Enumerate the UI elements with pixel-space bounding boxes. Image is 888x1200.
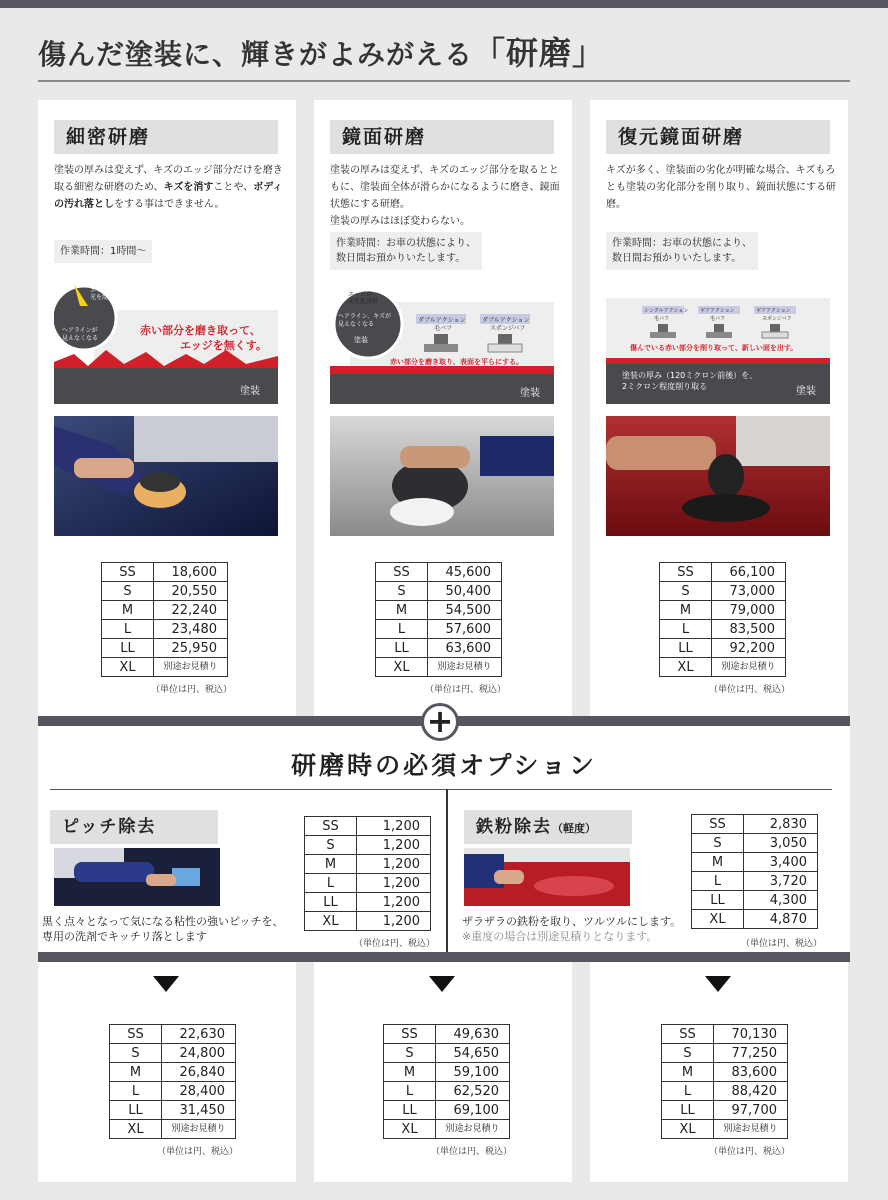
table-row [692, 834, 818, 853]
polishing-photo [330, 416, 554, 536]
size-cell: SS [110, 1025, 162, 1044]
table-row [110, 1044, 236, 1063]
price-cell: 49,630 [436, 1025, 510, 1044]
price-cell: 73,000 [712, 582, 786, 601]
table-row [692, 815, 818, 834]
table-row [384, 1082, 510, 1101]
size-cell: M [692, 853, 744, 872]
table-row [376, 658, 502, 677]
diagram-label: 傷んでいる赤い部分を削り取って、新しい面を出す。 [630, 344, 798, 352]
price-cell: 79,000 [712, 601, 786, 620]
price-cell: 別途お見積り [162, 1120, 236, 1139]
table-row [305, 817, 431, 836]
price-table [375, 562, 502, 677]
work-time: 作業時間：お車の状態により、 数日間お預かりいたします。 [330, 232, 482, 270]
diagram-label: 毛バフ [654, 316, 670, 322]
diagram-label: ヘアラインが [62, 327, 98, 334]
unit-note: （単位は円、税込） [151, 685, 233, 695]
work-time: 作業時間：1時間〜 [54, 240, 152, 263]
size-cell: S [376, 582, 428, 601]
price-cell: 18,600 [154, 563, 228, 582]
table-row [660, 658, 786, 677]
table-row [692, 872, 818, 891]
table-row [384, 1120, 510, 1139]
plan-description: 塗装の厚みは変えず、キズのエッジ部分だけを磨き取る細密な研磨のため、キズを消すことや、ボディの汚れ落としをする事はできません。 [54, 165, 283, 210]
unit-note: （単位は円、税込） [425, 685, 507, 695]
price-cell: 1,200 [357, 893, 431, 912]
total-price-table [383, 1024, 510, 1139]
size-cell: LL [662, 1101, 714, 1120]
price-cell: 23,480 [154, 620, 228, 639]
total-price-table [109, 1024, 236, 1139]
plus-icon: + [421, 703, 459, 741]
price-cell: 70,130 [714, 1025, 788, 1044]
price-cell: 3,050 [744, 834, 818, 853]
unit-note: （単位は円、税込） [354, 939, 436, 949]
size-cell: M [384, 1063, 436, 1082]
table-row [660, 601, 786, 620]
size-cell: L [376, 620, 428, 639]
pitch-removal-label: ピッチ除去 [50, 810, 218, 844]
down-arrow-icon [153, 976, 179, 992]
price-cell: 28,400 [162, 1082, 236, 1101]
size-cell: L [662, 1082, 714, 1101]
price-cell: 50,400 [428, 582, 502, 601]
price-cell: 25,950 [154, 639, 228, 658]
restore-polish-diagram [606, 284, 830, 404]
diagram-label: スポンジバフ [762, 316, 792, 322]
size-cell: L [305, 874, 357, 893]
table-row [102, 601, 228, 620]
table-row [376, 639, 502, 658]
size-cell: L [660, 620, 712, 639]
table-row [376, 582, 502, 601]
unit-note: （単位は円、税込） [157, 1147, 239, 1157]
pitch-removal-photo [54, 848, 220, 906]
size-cell: SS [102, 563, 154, 582]
size-cell: M [110, 1063, 162, 1082]
plan-description: キズが多く、塗装面の劣化が明確な場合、キズもろとも塗装の劣化部分を削り取り、鏡面状態にする研磨。 [606, 165, 836, 210]
price-cell: 1,200 [357, 912, 431, 931]
table-row [384, 1101, 510, 1120]
price-table [659, 562, 786, 677]
diagram-label: 2ミクロン程度削り取る [622, 382, 708, 391]
size-cell: SS [692, 815, 744, 834]
total-mirror-polish [314, 962, 572, 1182]
work-time: 作業時間：お車の状態により、 数日間お預かりいたします。 [606, 232, 758, 270]
size-cell: SS [384, 1025, 436, 1044]
diagram-label: 塗装 [354, 336, 368, 344]
size-cell: M [662, 1063, 714, 1082]
price-cell: 31,450 [162, 1101, 236, 1120]
pitch-removal-description: 黒く点々となって気になる粘性の強いピッチを、 専用の洗剤でキッチリ落とします [42, 915, 284, 943]
options-title: 研磨時の必須オプション [291, 751, 597, 780]
total-fine-polish [38, 962, 296, 1182]
down-arrow-icon [705, 976, 731, 992]
options-vertical-divider [446, 789, 448, 952]
price-cell: 77,250 [714, 1044, 788, 1063]
diagram-label: 赤い部分を磨き取り、表面を平らにする。 [390, 358, 523, 366]
plan-fine-polish [38, 100, 296, 716]
size-cell: L [110, 1082, 162, 1101]
size-cell: XL [376, 658, 428, 677]
unit-note: （単位は円、税込） [709, 1147, 791, 1157]
table-row [110, 1101, 236, 1120]
down-arrow-icon [429, 976, 455, 992]
plan-mirror-polish [314, 100, 572, 716]
diagram-label: 赤い部分を磨き取って、 [140, 324, 261, 337]
size-cell: XL [110, 1120, 162, 1139]
price-cell: 2,830 [744, 815, 818, 834]
fine-polish-diagram [54, 284, 278, 404]
price-cell: 92,200 [712, 639, 786, 658]
size-cell: L [384, 1082, 436, 1101]
unit-note: （単位は円、税込） [431, 1147, 513, 1157]
price-cell: 1,200 [357, 874, 431, 893]
price-cell: 26,840 [162, 1063, 236, 1082]
price-cell: 83,600 [714, 1063, 788, 1082]
diagram-label: ダブルアクション [482, 317, 530, 324]
diagram-label: ダブルアクション [418, 317, 466, 324]
options-rule [50, 789, 832, 790]
table-row [102, 639, 228, 658]
size-cell: M [376, 601, 428, 620]
table-row [692, 853, 818, 872]
diagram-label: 塗装 [520, 388, 540, 399]
diagram-label: 毛バフ [710, 316, 726, 322]
mirror-polish-diagram [330, 284, 554, 404]
price-cell: 22,630 [162, 1025, 236, 1044]
plan-title: 細密研磨 [54, 120, 278, 154]
diagram-label: ギアアクション [700, 308, 735, 314]
title-rule [38, 80, 850, 82]
table-row [102, 620, 228, 639]
table-row [305, 912, 431, 931]
table-row [376, 620, 502, 639]
size-cell: L [102, 620, 154, 639]
diagram-label: エッジが [348, 291, 372, 298]
plan-description: 塗装の厚みは変えず、キズのエッジ部分を取るとともに、塗装面全体が滑らかになるように磨き、鏡面状態にする研磨。 塗装の厚みはほぼ変わらない。 [330, 165, 560, 227]
diagram-label: ヘアライン、キズが [338, 313, 392, 320]
unit-note: （単位は円、税込） [709, 685, 791, 695]
size-cell: LL [384, 1101, 436, 1120]
price-cell: 別途お見積り [714, 1120, 788, 1139]
price-cell: 1,200 [357, 817, 431, 836]
price-cell: 69,100 [436, 1101, 510, 1120]
price-cell: 1,200 [357, 855, 431, 874]
plan-restore-mirror-polish [590, 100, 848, 716]
table-row [692, 910, 818, 929]
iron-removal-description: ザラザラの鉄粉を取り、ツルツルにします。 ※重度の場合は別途見積りとなります。 [462, 915, 682, 943]
size-cell: LL [692, 891, 744, 910]
page-title: 傷んだ塗装に、輝きがよみがえる「研磨」 [38, 34, 606, 72]
diagram-label: エッジを無くす。 [180, 339, 267, 352]
plan-title: 復元鏡面研磨 [606, 120, 830, 154]
options-section [38, 726, 850, 952]
price-cell: 別途お見積り [712, 658, 786, 677]
price-cell: 66,100 [712, 563, 786, 582]
table-row [110, 1120, 236, 1139]
price-cell: 59,100 [436, 1063, 510, 1082]
table-row [384, 1025, 510, 1044]
price-cell: 別途お見積り [428, 658, 502, 677]
price-cell: 57,600 [428, 620, 502, 639]
size-cell: M [305, 855, 357, 874]
size-cell: SS [305, 817, 357, 836]
price-cell: 20,550 [154, 582, 228, 601]
size-cell: S [110, 1044, 162, 1063]
table-row [376, 601, 502, 620]
table-row [660, 639, 786, 658]
table-row [305, 836, 431, 855]
diagram-label: エッジが [90, 287, 114, 294]
size-cell: SS [662, 1025, 714, 1044]
diagram-label: スポンジバフ [490, 325, 526, 332]
price-cell: 22,240 [154, 601, 228, 620]
size-cell: XL [660, 658, 712, 677]
size-cell: SS [660, 563, 712, 582]
table-row [692, 891, 818, 910]
total-price-table [661, 1024, 788, 1139]
diagram-label: 光を乱反射 [90, 294, 121, 301]
diagram-label: 塗装 [796, 386, 816, 397]
polishing-photo [54, 416, 278, 536]
price-cell: 1,200 [357, 836, 431, 855]
price-cell: 62,520 [436, 1082, 510, 1101]
price-cell: 24,800 [162, 1044, 236, 1063]
size-cell: S [384, 1044, 436, 1063]
price-cell: 54,500 [428, 601, 502, 620]
size-cell: XL [102, 658, 154, 677]
size-cell: M [102, 601, 154, 620]
diagram-label: 塗装の厚み（120ミクロン前後）を、 [622, 371, 758, 380]
table-row [102, 658, 228, 677]
price-cell: 88,420 [714, 1082, 788, 1101]
table-row [662, 1101, 788, 1120]
table-row [662, 1025, 788, 1044]
table-row [662, 1120, 788, 1139]
price-cell: 54,650 [436, 1044, 510, 1063]
price-cell: 別途お見積り [436, 1120, 510, 1139]
size-cell: XL [692, 910, 744, 929]
diagram-label: シングルアクション [644, 308, 689, 314]
iron-removal-label: 鉄粉除去（軽度） [464, 810, 632, 844]
unit-note: （単位は円、税込） [741, 939, 823, 949]
size-cell: S [662, 1044, 714, 1063]
polishing-photo [606, 416, 830, 536]
size-cell: S [305, 836, 357, 855]
price-cell: 83,500 [712, 620, 786, 639]
size-cell: S [102, 582, 154, 601]
table-row [660, 563, 786, 582]
price-cell: 97,700 [714, 1101, 788, 1120]
table-row [110, 1063, 236, 1082]
size-cell: LL [660, 639, 712, 658]
table-row [660, 582, 786, 601]
diagram-label: 塗装 [240, 386, 260, 397]
diagram-label: 毛バフ [434, 325, 453, 332]
size-cell: LL [102, 639, 154, 658]
table-row [305, 855, 431, 874]
table-row [102, 563, 228, 582]
top-bar [0, 0, 888, 8]
table-row [662, 1063, 788, 1082]
table-row [376, 563, 502, 582]
table-row [660, 620, 786, 639]
table-row [662, 1044, 788, 1063]
table-row [110, 1025, 236, 1044]
table-row [305, 893, 431, 912]
table-row [662, 1082, 788, 1101]
table-row [110, 1082, 236, 1101]
plan-title: 鏡面研磨 [330, 120, 554, 154]
diagram-label: 見えなくなる [338, 321, 375, 328]
size-cell: SS [376, 563, 428, 582]
price-cell: 別途お見積り [154, 658, 228, 677]
size-cell: S [660, 582, 712, 601]
iron-price-table [691, 814, 818, 929]
price-cell: 63,600 [428, 639, 502, 658]
diagram-label: ギアアクション [756, 308, 791, 314]
table-row [384, 1063, 510, 1082]
pitch-price-table [304, 816, 431, 931]
size-cell: LL [110, 1101, 162, 1120]
diagram-label: 見えなくなる [62, 335, 99, 342]
table-row [102, 582, 228, 601]
size-cell: M [660, 601, 712, 620]
table-row [305, 874, 431, 893]
price-cell: 3,400 [744, 853, 818, 872]
price-cell: 4,870 [744, 910, 818, 929]
size-cell: XL [305, 912, 357, 931]
size-cell: XL [384, 1120, 436, 1139]
section-divider [38, 952, 850, 962]
price-cell: 4,300 [744, 891, 818, 910]
size-cell: LL [305, 893, 357, 912]
price-cell: 3,720 [744, 872, 818, 891]
size-cell: L [692, 872, 744, 891]
table-row [384, 1044, 510, 1063]
size-cell: XL [662, 1120, 714, 1139]
iron-removal-photo [464, 848, 630, 906]
size-cell: S [692, 834, 744, 853]
size-cell: LL [376, 639, 428, 658]
diagram-label: 光を乱反射 [348, 298, 379, 305]
price-cell: 45,600 [428, 563, 502, 582]
price-table [101, 562, 228, 677]
total-restore-mirror-polish [590, 962, 848, 1182]
